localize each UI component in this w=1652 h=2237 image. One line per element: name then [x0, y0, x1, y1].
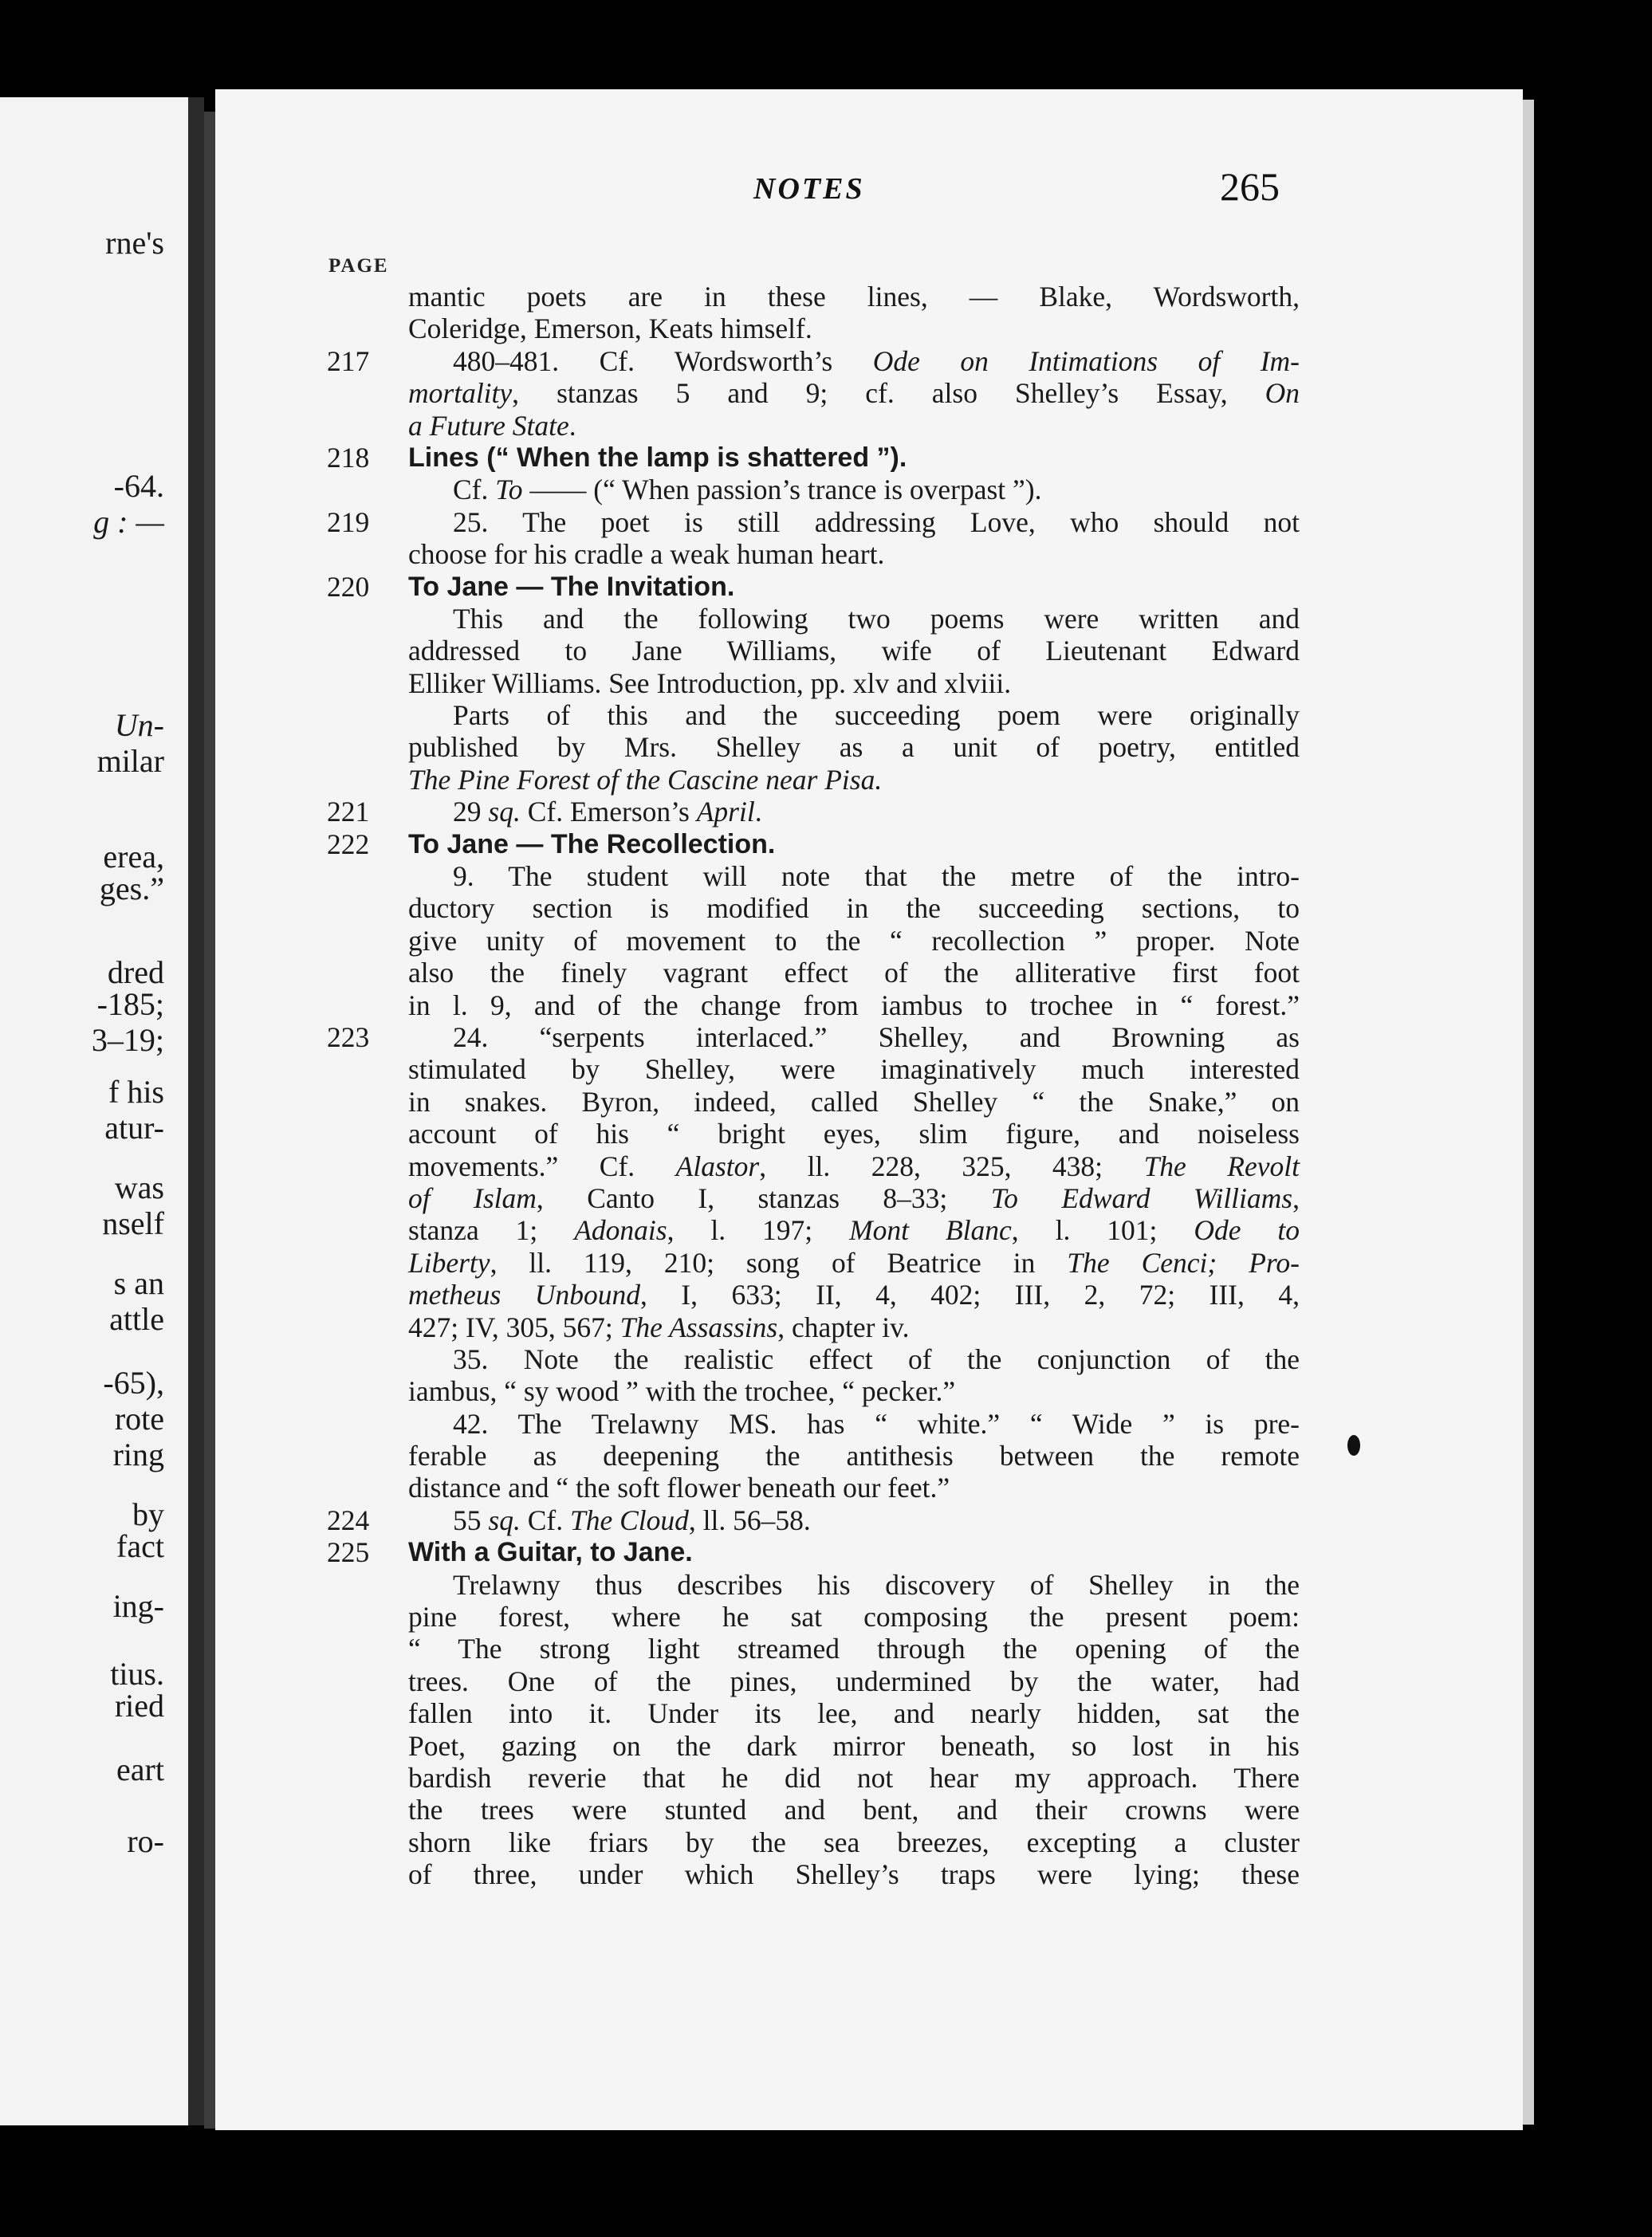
- line-text: ferable as deepening the antithesis between the remote: [408, 1440, 1300, 1472]
- reference-page-number: 223: [327, 1020, 370, 1053]
- line-text: of Islam, Canto I, stanzas 8–33; To Edward Williams,: [408, 1181, 1300, 1214]
- line-text: shorn like friars by the sea breezes, excepting a cluster: [408, 1826, 1300, 1858]
- line-text: a Future State.: [408, 409, 576, 442]
- book-spine: [204, 112, 215, 2129]
- line-text: The Pine Forest of the Cascine near Pisa.: [408, 763, 883, 796]
- line-text: choose for his cradle a weak human heart.: [408, 538, 885, 571]
- reference-page-number: 217: [327, 344, 370, 377]
- note-line: [327, 474, 1300, 505]
- note-line: [327, 603, 1300, 635]
- note-line: [327, 1697, 1300, 1729]
- note-line: [327, 1440, 1300, 1472]
- line-text: 24. “serpents interlaced.” Shelley, and Browning as: [453, 1020, 1300, 1053]
- note-heading: [327, 442, 1300, 474]
- line-text: of three, under which Shelley’s traps were lying; these: [408, 1858, 1300, 1891]
- note-line: [327, 1279, 1300, 1311]
- line-text: To Jane — The Invitation.: [408, 571, 735, 602]
- reference-page-number: 225: [327, 1536, 370, 1569]
- facing-page-text: ing-: [112, 1588, 164, 1624]
- line-text: To Jane — The Recollection.: [408, 828, 776, 859]
- note-line: [327, 1118, 1300, 1150]
- note-line: [327, 538, 1300, 570]
- line-text: metheus Unbound, I, 633; II, 4, 402; III, 2, 72; III, 4,: [408, 1279, 1300, 1311]
- note-line: [327, 1601, 1300, 1633]
- note-line: [327, 1858, 1300, 1890]
- facing-page-text: ges.”: [99, 871, 164, 906]
- note-heading: [327, 1536, 1300, 1568]
- note-line: [327, 860, 1300, 892]
- note-line: [327, 410, 1300, 442]
- line-text: 427; IV, 305, 567; The Assassins, chapter iv.: [408, 1311, 910, 1343]
- facing-page-text: ring: [112, 1437, 164, 1472]
- line-text: 29 sq. Cf. Emerson’s April.: [453, 796, 762, 828]
- note-line: [327, 892, 1300, 924]
- line-text: With a Guitar, to Jane.: [408, 1537, 693, 1568]
- note-line: [327, 667, 1300, 699]
- line-text: pine forest, where he sat composing the present poem:: [408, 1601, 1300, 1634]
- line-text: give unity of movement to the “ recollection ” proper. Note: [408, 924, 1300, 957]
- line-text: Parts of this and the succeeding poem were originally: [453, 699, 1300, 732]
- line-text: in l. 9, and of the change from iambus to trochee in “ forest.”: [408, 989, 1300, 1021]
- line-text: 55 sq. Cf. The Cloud, ll. 56–58.: [453, 1504, 811, 1536]
- facing-page-text: attle: [109, 1301, 164, 1337]
- line-text: distance and “ the soft flower beneath our feet.”: [408, 1472, 950, 1504]
- page-column-label: PAGE: [328, 255, 389, 277]
- reference-page-number: 220: [327, 570, 370, 603]
- note-line: [327, 989, 1300, 1021]
- line-text: the trees were stunted and bent, and their crowns were: [408, 1794, 1300, 1826]
- note-line: [327, 506, 1300, 538]
- facing-page-text: eart: [116, 1751, 164, 1787]
- running-header: NOTES: [753, 172, 865, 206]
- line-text: in snakes. Byron, indeed, called Shelley “ the Snake,” on: [408, 1085, 1300, 1118]
- facing-page-text: -64.: [113, 468, 164, 504]
- line-text: account of his “ bright eyes, slim figure, and noiseless: [408, 1118, 1300, 1150]
- facing-page-text: erea,: [103, 839, 164, 875]
- note-line: [327, 377, 1300, 409]
- facing-page-text: -65),: [103, 1365, 164, 1401]
- note-line: [327, 1762, 1300, 1794]
- page-number: 265: [1220, 164, 1280, 209]
- line-text: Liberty, ll. 119, 210; song of Beatrice in The Cenci; Pro-: [408, 1246, 1300, 1279]
- line-text: also the finely vagrant effect of the alliterative first foot: [408, 957, 1300, 989]
- note-line: [327, 313, 1300, 344]
- line-text: movements.” Cf. Alastor, ll. 228, 325, 438; The Revolt: [408, 1150, 1300, 1182]
- facing-page-text: by: [132, 1496, 164, 1532]
- line-text: Cf. To —— (“ When passion’s trance is overpast ”).: [453, 474, 1042, 506]
- facing-page-text: atur-: [104, 1110, 164, 1146]
- note-heading: [327, 571, 1300, 603]
- facing-page-text: tius.: [110, 1656, 164, 1692]
- note-line: [327, 1343, 1300, 1375]
- reference-page-number: 222: [327, 828, 370, 860]
- ink-mark: [1347, 1435, 1360, 1456]
- note-line: [327, 1182, 1300, 1214]
- line-text: bardish reverie that he did not hear my approach. There: [408, 1761, 1300, 1794]
- facing-page-text: f his: [108, 1074, 164, 1110]
- line-text: trees. One of the pines, undermined by the water, had: [408, 1665, 1300, 1697]
- line-text: 42. The Trelawny MS. has “ white.” “ Wide ” is pre-: [453, 1407, 1300, 1440]
- reference-page-number: 224: [327, 1504, 370, 1536]
- line-text: mortality, stanzas 5 and 9; cf. also Shelley’s Essay, On: [408, 377, 1300, 410]
- facing-page-text: nself: [102, 1205, 164, 1241]
- note-line: [327, 345, 1300, 377]
- note-line: [327, 1086, 1300, 1118]
- line-text: fallen into it. Under its lee, and nearly hidden, sat the: [408, 1697, 1300, 1730]
- note-line: [327, 764, 1300, 796]
- facing-page-text: ried: [114, 1688, 164, 1724]
- line-text: ductory section is modified in the succeeding sections, to: [408, 892, 1300, 925]
- line-text: mantic poets are in these lines, — Blake, Wordsworth,: [408, 281, 1300, 313]
- facing-page-text: g : —: [93, 504, 164, 540]
- line-text: addressed to Jane Williams, wife of Lieutenant Edward: [408, 635, 1300, 667]
- note-line: [327, 1665, 1300, 1697]
- line-text: “ The strong light streamed through the opening of the: [408, 1633, 1300, 1665]
- notes-body: [327, 281, 1300, 1891]
- line-text: Lines (“ When the lamp is shattered ”).: [408, 442, 907, 473]
- note-line: [327, 699, 1300, 731]
- reference-page-number: 221: [327, 796, 370, 828]
- facing-page-text: s an: [113, 1265, 164, 1301]
- note-line: [327, 1826, 1300, 1858]
- facing-page-text: 3–19;: [91, 1022, 164, 1058]
- line-text: 480–481. Cf. Wordsworth’s Ode on Intimations of Im-: [453, 344, 1300, 377]
- note-line: [327, 1021, 1300, 1053]
- line-text: iambus, “ sy wood ” with the trochee, “ pecker.”: [408, 1375, 956, 1408]
- line-text: stimulated by Shelley, were imaginatively much interested: [408, 1053, 1300, 1086]
- note-line: [327, 925, 1300, 957]
- facing-page-text: -185;: [96, 986, 164, 1022]
- note-line: [327, 1214, 1300, 1246]
- note-line: [327, 635, 1300, 666]
- note-line: [327, 1311, 1300, 1343]
- facing-page-text: was: [114, 1170, 164, 1205]
- note-line: [327, 1569, 1300, 1601]
- facing-page-fragment: [0, 97, 188, 2125]
- note-line: [327, 731, 1300, 763]
- facing-page-text: Un-: [114, 707, 164, 743]
- line-text: 35. Note the realistic effect of the conjunction of the: [453, 1343, 1300, 1375]
- note-line: [327, 957, 1300, 989]
- note-line: [327, 1794, 1300, 1826]
- line-text: Trelawny thus describes his discovery of Shelley in the: [453, 1568, 1300, 1601]
- page-gutter: [188, 97, 204, 2125]
- line-text: published by Mrs. Shelley as a unit of poetry, entitled: [408, 731, 1300, 764]
- facing-page-text: rote: [114, 1401, 164, 1437]
- note-line: [327, 1150, 1300, 1182]
- facing-page-text: fact: [116, 1528, 164, 1564]
- facing-page-text: ro-: [127, 1823, 164, 1859]
- note-line: [327, 1730, 1300, 1762]
- facing-page-text: milar: [96, 743, 164, 779]
- note-line: [327, 1633, 1300, 1665]
- note-line: [327, 1247, 1300, 1279]
- line-text: stanza 1; Adonais, l. 197; Mont Blanc, l. 101; Ode to: [408, 1214, 1300, 1247]
- note-line: [327, 1472, 1300, 1504]
- note-line: [327, 1504, 1300, 1536]
- facing-page-text: dred: [107, 954, 164, 990]
- page-edge: [1523, 100, 1534, 2125]
- note-line: [327, 796, 1300, 828]
- reference-page-number: 219: [327, 505, 370, 538]
- line-text: Coleridge, Emerson, Keats himself.: [408, 313, 812, 345]
- note-line: [327, 281, 1300, 313]
- reference-page-number: 218: [327, 441, 370, 474]
- note-line: [327, 1053, 1300, 1085]
- note-line: [327, 1408, 1300, 1440]
- line-text: Poet, gazing on the dark mirror beneath, so lost in his: [408, 1729, 1300, 1762]
- line-text: 9. The student will note that the metre of the intro-: [453, 860, 1300, 893]
- note-line: [327, 1375, 1300, 1407]
- facing-page-text: rne's: [105, 225, 164, 261]
- line-text: 25. The poet is still addressing Love, who should not: [453, 505, 1300, 538]
- line-text: This and the following two poems were written and: [453, 602, 1300, 635]
- note-heading: [327, 828, 1300, 860]
- line-text: Elliker Williams. See Introduction, pp. xlv and xlviii.: [408, 666, 1012, 699]
